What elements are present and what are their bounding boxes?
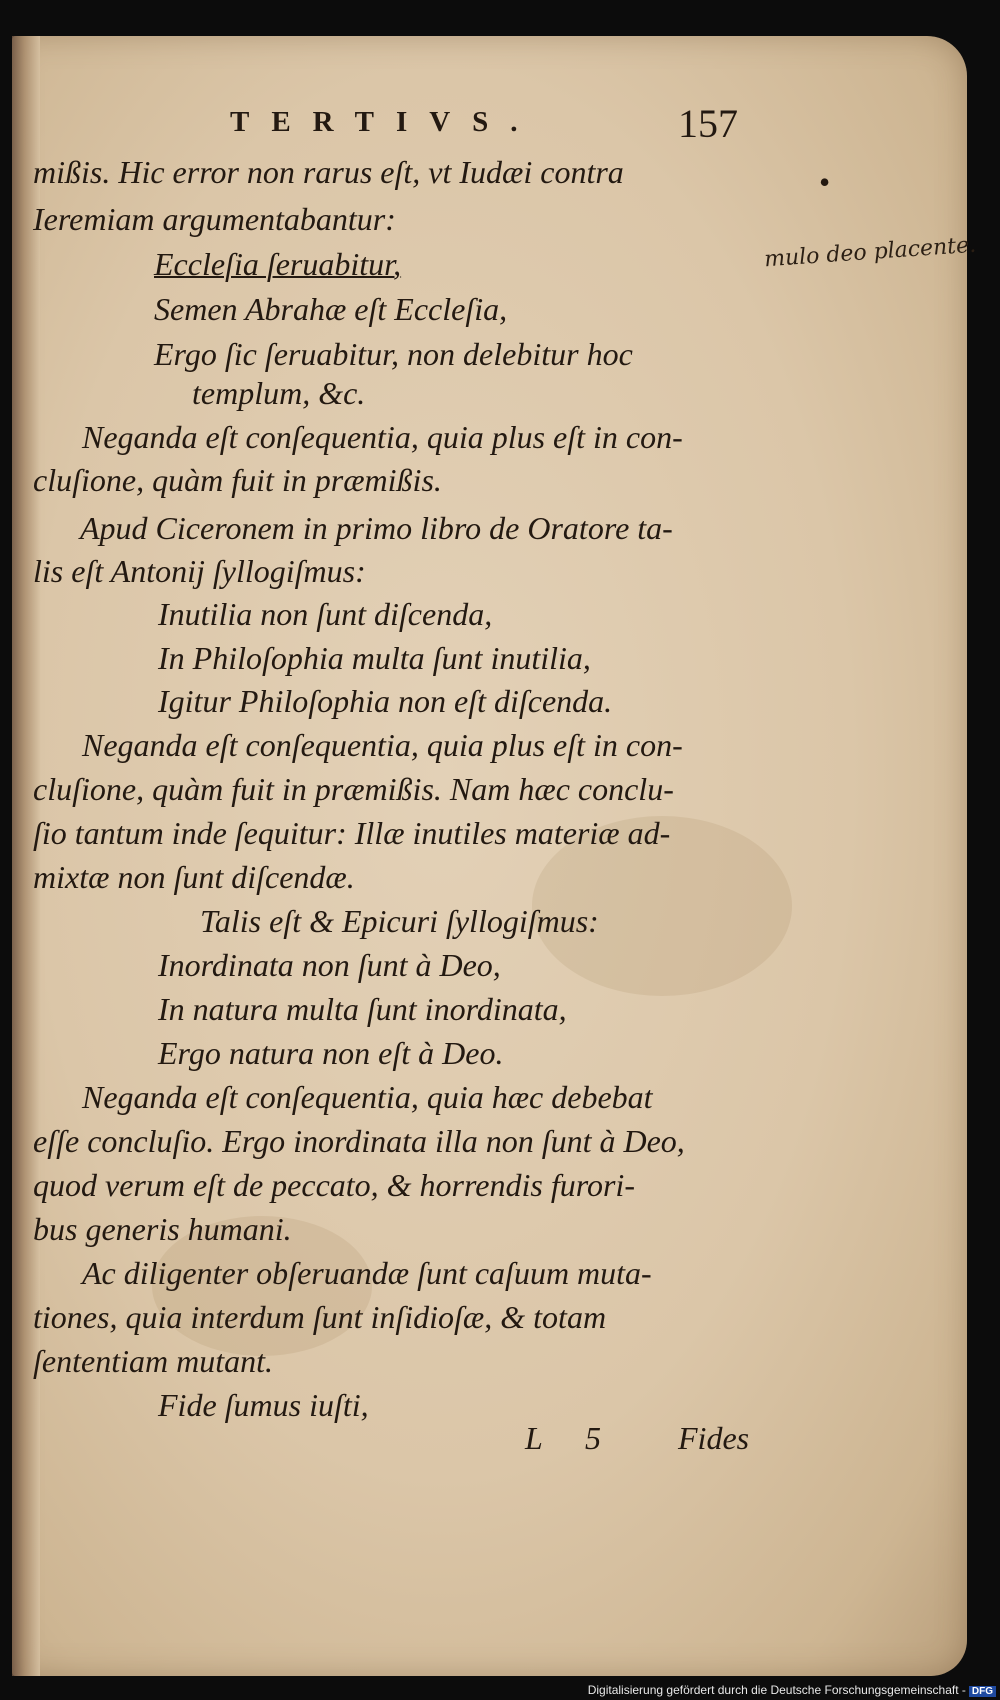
- text-line: Fide ſumus iuſti,: [158, 1387, 369, 1423]
- text-line: quod verum eſt de peccato, & horrendis furori-: [33, 1167, 635, 1203]
- text-line: Ergo natura non eſt à Deo.: [158, 1035, 504, 1071]
- handwritten-margin-note: mulo deo placente.: [763, 232, 977, 273]
- binding-edge: [12, 36, 40, 1676]
- text-line: Semen Abrahæ eſt Eccleſia,: [154, 291, 508, 327]
- text-line: tiones, quia interdum ſunt inſidioſæ, & totam: [33, 1299, 607, 1335]
- text-line: Eccleſia ſeruabitur,: [154, 246, 402, 282]
- text-line: Ergo ſic ſeruabitur, non delebitur hoc: [154, 336, 633, 372]
- text-line: templum, &c.: [192, 375, 366, 411]
- running-head: TERTIVS.: [230, 106, 540, 138]
- dfg-logo-badge: DFG: [969, 1686, 996, 1697]
- text-line: cluſione, quàm fuit in præmißis. Nam hæc conclu-: [33, 771, 674, 807]
- text-line: mißis. Hic error non rarus eſt, vt Iudæi contra: [33, 154, 624, 190]
- text-line: bus generis humani.: [33, 1211, 292, 1247]
- text-line: Neganda eſt conſequentia, quia plus eſt in con-: [82, 419, 683, 455]
- text-line: Ieremiam argumentabantur:: [33, 201, 396, 237]
- text-line: eſſe concluſio. Ergo inordinata illa non ſunt à Deo,: [33, 1123, 685, 1159]
- text-line: In Philoſophia multa ſunt inutilia,: [158, 640, 591, 676]
- text-line: Neganda eſt conſequentia, quia hæc debebat: [82, 1079, 653, 1115]
- digitization-credit: [588, 1683, 996, 1697]
- text-line: ſententiam mutant.: [33, 1343, 273, 1379]
- credit-text: Digitalisierung gefördert durch die Deutsche Forschungsgemeinschaft -: [587, 1683, 966, 1697]
- page-number: 157: [678, 101, 738, 146]
- catchword: Fides: [678, 1420, 750, 1456]
- text-line: Ac diligenter obſeruandæ ſunt caſuum muta-: [82, 1255, 652, 1291]
- signature-number: 5: [585, 1420, 601, 1456]
- text-line: Inordinata non ſunt à Deo,: [158, 947, 501, 983]
- text-line: ſio tantum inde ſequitur: Illæ inutiles materiæ ad-: [33, 815, 671, 851]
- text-line: Inutilia non ſunt diſcenda,: [158, 596, 493, 632]
- text-line: mixtæ non ſunt diſcendæ.: [33, 859, 355, 895]
- text-line: cluſione, quàm fuit in præmißis.: [33, 462, 442, 498]
- text-line: Apud Ciceronem in primo libro de Oratore ta-: [80, 510, 673, 546]
- text-line: lis eſt Antonij ſyllogiſmus:: [33, 553, 366, 589]
- text-line: Neganda eſt conſequentia, quia plus eſt in con-: [82, 727, 683, 763]
- page-header: [0, 100, 1000, 150]
- margin-dot: •: [819, 164, 831, 200]
- text-line: Igitur Philoſophia non eſt diſcenda.: [158, 683, 613, 719]
- text-line: Talis eſt & Epicuri ſyllogiſmus:: [200, 903, 599, 939]
- text-line: In natura multa ſunt inordinata,: [158, 991, 567, 1027]
- signature-letter: L: [525, 1420, 543, 1456]
